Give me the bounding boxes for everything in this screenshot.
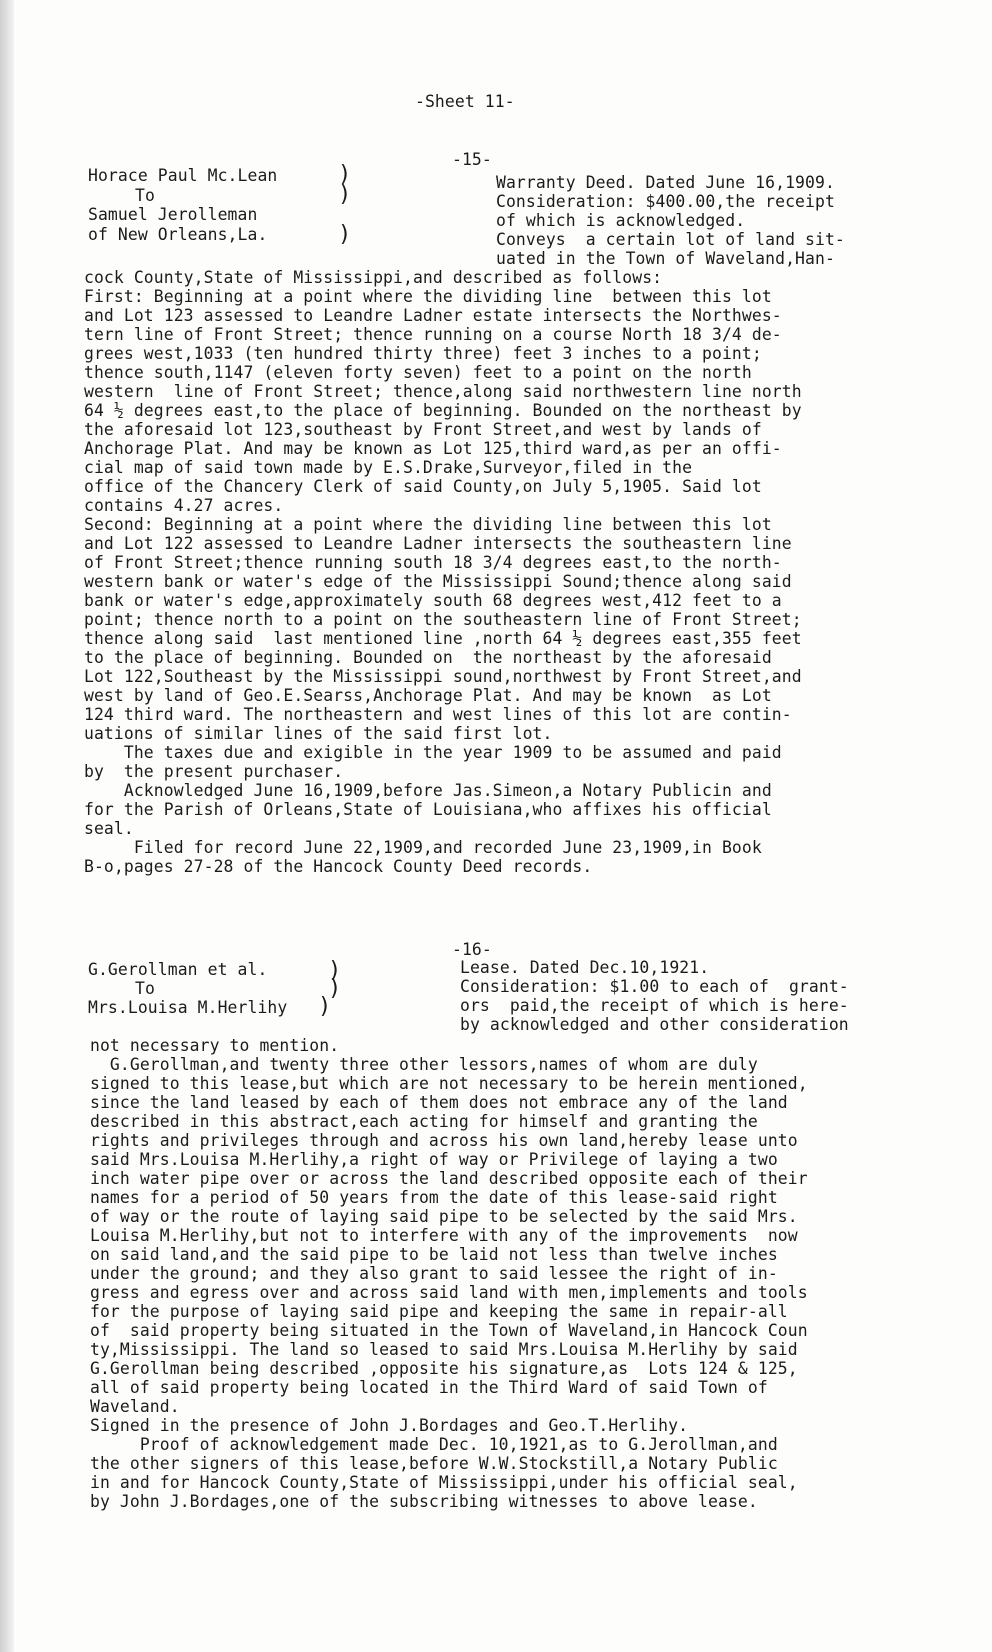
body-line: by John J.Bordages,one of the subscribing witnesses to above lease.: [90, 1492, 758, 1511]
body-line: Acknowledged June 16,1909,before Jas.Simeon,a Notary Publicin and: [84, 781, 772, 800]
body-line: the other signers of this lease,before W.W.Stockstill,a Notary Public: [90, 1454, 778, 1473]
body-line: Lot 122,Southeast by the Mississippi sound,northwest by Front Street,and: [84, 667, 802, 686]
body-line: and Lot 122 assessed to Leandre Ladner intersects the southeastern line: [84, 534, 792, 553]
body-line: under the ground; and they also grant to said lessee the right of in-: [90, 1264, 778, 1283]
body-line: not necessary to mention.: [90, 1036, 340, 1055]
body-line: The taxes due and exigible in the year 1909 to be assumed and paid: [84, 743, 782, 762]
body-line: thence along said last mentioned line ,north 64 ½ degrees east,355 feet: [84, 629, 802, 648]
body-line: Anchorage Plat. And may be known as Lot 125,third ward,as per an offi-: [84, 439, 782, 458]
body-line: G.Gerollman,and twenty three other lessors,names of whom are duly: [90, 1055, 758, 1074]
body-line: western bank or water's edge of the Mississippi Sound;thence along said: [84, 572, 792, 591]
body-line: thence south,1147 (eleven forty seven) feet to a point on the north: [84, 363, 752, 382]
body-line: 124 third ward. The northeastern and west lines of this lot are contin-: [84, 705, 792, 724]
body-line: inch water pipe over or across the land described opposite each of their: [90, 1169, 808, 1188]
body-line: 64 ½ degrees east,to the place of beginning. Bounded on the northeast by: [84, 401, 802, 420]
body-line: for the purpose of laying said pipe and keeping the same in repair-all: [90, 1302, 788, 1321]
body-line: all of said property being located in the Third Ward of said Town of: [90, 1378, 768, 1397]
body-line: west by land of Geo.E.Searss,Anchorage Plat. And may be known as Lot: [84, 686, 772, 705]
body-line: for the Parish of Orleans,State of Louisiana,who affixes his official: [84, 800, 772, 819]
body-line: rights and privileges through and across his own land,hereby lease unto: [90, 1131, 798, 1150]
body-line: cial map of said town made by E.S.Drake,Surveyor,filed in the: [84, 458, 693, 477]
to-label: To: [135, 186, 155, 205]
grantor: Horace Paul Mc.Lean: [88, 166, 278, 185]
body-line: B-o,pages 27-28 of the Hancock County Deed records.: [84, 857, 593, 876]
body-line: point; thence north to a point on the southeastern line of Front Street;: [84, 610, 802, 629]
grantor: G.Gerollman et al.: [88, 960, 268, 979]
body-line: G.Gerollman being described ,opposite his signature,as Lots 124 & 125,: [90, 1359, 798, 1378]
body-line: Louisa M.Herlihy,but not to interfere with any of the improvements now: [90, 1226, 798, 1245]
body-line: Proof of acknowledgement made Dec. 10,1921,as to G.Jerollman,and: [90, 1435, 778, 1454]
bracket: ): [338, 222, 352, 247]
body-line: Second: Beginning at a point where the dividing line between this lot: [84, 515, 772, 534]
body-line: cock County,State of Mississippi,and described as follows:: [84, 268, 663, 287]
summary-line: ors paid,the receipt of which is here-: [460, 996, 849, 1015]
body-line: uations of similar lines of the said first lot.: [84, 724, 553, 743]
bracket: ): [338, 182, 352, 207]
body-line: First: Beginning at a point where the dividing line between this lot: [84, 287, 772, 306]
body-line: on said land,and the said pipe to be laid not less than twelve inches: [90, 1245, 778, 1264]
grantee: Mrs.Louisa M.Herlihy: [88, 998, 288, 1017]
body-line: Waveland.: [90, 1397, 180, 1416]
scan-edge: [0, 0, 14, 1652]
body-line: of way or the route of laying said pipe to be selected by the said Mrs.: [90, 1207, 798, 1226]
summary-line: Consideration: $400.00,the receipt: [496, 192, 835, 211]
body-line: of said property being situated in the Town of Waveland,in Hancock Coun: [90, 1321, 808, 1340]
bracket: ): [328, 976, 342, 1001]
body-line: Signed in the presence of John J.Bordages and Geo.T.Herlihy.: [90, 1416, 689, 1435]
body-line: the aforesaid lot 123,southeast by Front Street,and west by lands of: [84, 420, 762, 439]
summary-line: Lease. Dated Dec.10,1921.: [460, 958, 710, 977]
body-line: described in this abstract,each acting for himself and granting the: [90, 1112, 758, 1131]
grantee: Samuel Jerolleman: [88, 205, 258, 224]
body-line: seal.: [84, 819, 134, 838]
summary-line: Consideration: $1.00 to each of grant-: [460, 977, 849, 996]
summary-line: Conveys a certain lot of land sit-: [496, 230, 845, 249]
body-line: tern line of Front Street; thence running on a course North 18 3/4 de-: [84, 325, 782, 344]
body-line: western line of Front Street; thence,along said northwestern line north: [84, 382, 802, 401]
to-label: To: [135, 979, 155, 998]
body-line: names for a period of 50 years from the date of this lease-said right: [90, 1188, 778, 1207]
body-line: said Mrs.Louisa M.Herlihy,a right of way or Privilege of laying a two: [90, 1150, 778, 1169]
sheet-title: -Sheet 11-: [415, 92, 515, 111]
body-line: gress and egress over and across said land with men,implements and tools: [90, 1283, 808, 1302]
body-line: of Front Street;thence running south 18 3/4 degrees east,to the north-: [84, 553, 782, 572]
body-line: grees west,1033 (ten hundred thirty three) feet 3 inches to a point;: [84, 344, 762, 363]
entry-number: -15-: [452, 150, 492, 169]
body-line: office of the Chancery Clerk of said County,on July 5,1905. Said lot: [84, 477, 762, 496]
body-line: to the place of beginning. Bounded on the northeast by the aforesaid: [84, 648, 772, 667]
summary-line: by acknowledged and other consideration: [460, 1015, 849, 1034]
bracket: ): [338, 162, 352, 187]
body-line: bank or water's edge,approximately south 68 degrees west,412 feet to a: [84, 591, 782, 610]
body-line: in and for Hancock County,State of Mississippi,under his official seal,: [90, 1473, 798, 1492]
body-line: signed to this lease,but which are not necessary to be herein mentioned,: [90, 1074, 808, 1093]
body-line: contains 4.27 acres.: [84, 496, 284, 515]
summary-line: Warranty Deed. Dated June 16,1909.: [496, 173, 835, 192]
bracket: ): [328, 958, 342, 983]
body-line: Filed for record June 22,1909,and recorded June 23,1909,in Book: [84, 838, 762, 857]
bracket: ): [318, 994, 332, 1019]
summary-line: uated in the Town of Waveland,Han-: [496, 249, 835, 268]
body-line: by the present purchaser.: [84, 762, 344, 781]
body-line: since the land leased by each of them does not embrace any of the land: [90, 1093, 788, 1112]
entry-number: -16-: [452, 940, 492, 959]
summary-line: of which is acknowledged.: [496, 211, 746, 230]
grantee-location: of New Orleans,La.: [88, 225, 268, 244]
body-line: ty,Mississippi. The land so leased to said Mrs.Louisa M.Herlihy by said: [90, 1340, 798, 1359]
body-line: and Lot 123 assessed to Leandre Ladner estate intersects the Northwes-: [84, 306, 782, 325]
